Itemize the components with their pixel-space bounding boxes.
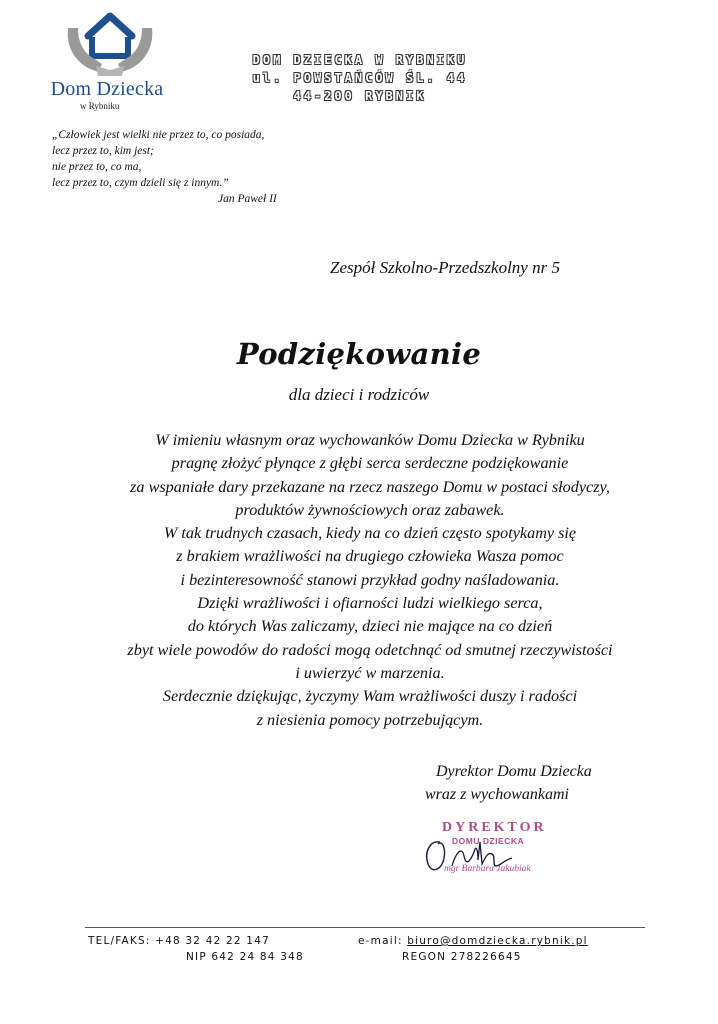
stamp-name: mgr Barbara Jakubiak — [444, 864, 531, 874]
body-line: zbyt wiele powodów do radości mogą odetchnąć od smutnej rzeczywistości — [127, 640, 613, 659]
footer-nip: NIP 642 24 84 348 — [186, 951, 304, 963]
footer-divider — [85, 927, 645, 928]
body-line: W tak trudnych czasach, kiedy na co dzień często spotykamy się — [163, 524, 577, 543]
document-subtitle: dla dzieci i rodziców — [288, 385, 430, 404]
stamp-title: DYREKTOR — [442, 820, 547, 835]
logo-title: Dom Dziecka — [50, 78, 164, 100]
quote-author: Jan Paweł II — [218, 193, 277, 205]
signatory-subtitle: wraz z wychowankami — [425, 786, 569, 803]
body-line: do których Was zaliczamy, dzieci nie mające na co dzień — [187, 617, 553, 636]
quote-line: lecz przez to, kim jest; — [52, 145, 154, 157]
org-name: DOM DZIECKA W RYBNIKU — [252, 53, 468, 67]
quote-block — [52, 127, 264, 191]
body-line: i bezinteresowność stanowi przykład godny naśladowania. — [180, 570, 560, 589]
org-city: 44-200 RYBNIK — [293, 89, 427, 103]
quote-line: nie przez to, co ma, — [52, 161, 142, 173]
body-line: z niesienia pomocy potrzebującym. — [256, 710, 484, 729]
hands-house-logo-icon — [62, 6, 158, 78]
footer-email-label: e-mail: — [358, 935, 408, 947]
footer-regon: REGON 278226645 — [402, 951, 522, 963]
body-line: z brakiem wrażliwości na drugiego człowieka Wasza pomoc — [176, 547, 564, 566]
quote-line: „Człowiek jest wielki nie przez to, co posiada, — [52, 129, 265, 141]
footer-email-row — [358, 935, 588, 947]
body-line: i uwierzyć w marzenia. — [295, 663, 445, 682]
body-line: za wspaniałe dary przekazane na rzecz naszego Domu w postaci słodyczy, — [130, 477, 610, 496]
body-line: pragnę złożyć płynące z głębi serca serdeczne podziękowanie — [171, 454, 569, 473]
letter-body — [40, 429, 700, 732]
handwritten-signature-icon — [412, 822, 525, 877]
body-line: Dzięki wrażliwości i ofiarności ludzi wielkiego serca, — [197, 594, 543, 613]
footer-email-link[interactable]: biuro@domdziecka.rybnik.pl — [407, 935, 588, 947]
quote-line: lecz przez to, czym dzieli się z innym.” — [52, 177, 229, 189]
body-line: W imieniu własnym oraz wychowanków Domu Dziecka w Rybniku — [155, 431, 585, 449]
body-line: Serdecznie dziękując, życzymy Wam wrażliwości duszy i radości — [162, 687, 578, 706]
recipient: Zespół Szkolno-Przedszkolny nr 5 — [330, 258, 560, 277]
stamp-subtitle: DOMU DZIECKA — [452, 836, 525, 846]
signatory-title: Dyrektor Domu Dziecka — [436, 763, 592, 780]
body-line: produktów żywnościowych oraz zabawek. — [235, 500, 505, 519]
footer-phone: TEL/FAKS: +48 32 42 22 147 — [88, 935, 270, 947]
logo-subtitle: w Rybniku — [80, 101, 120, 111]
org-street: ul. POWSTAŃCÓW ŚL. 44 — [252, 71, 468, 85]
document-title: Podziękowanie — [236, 337, 482, 371]
